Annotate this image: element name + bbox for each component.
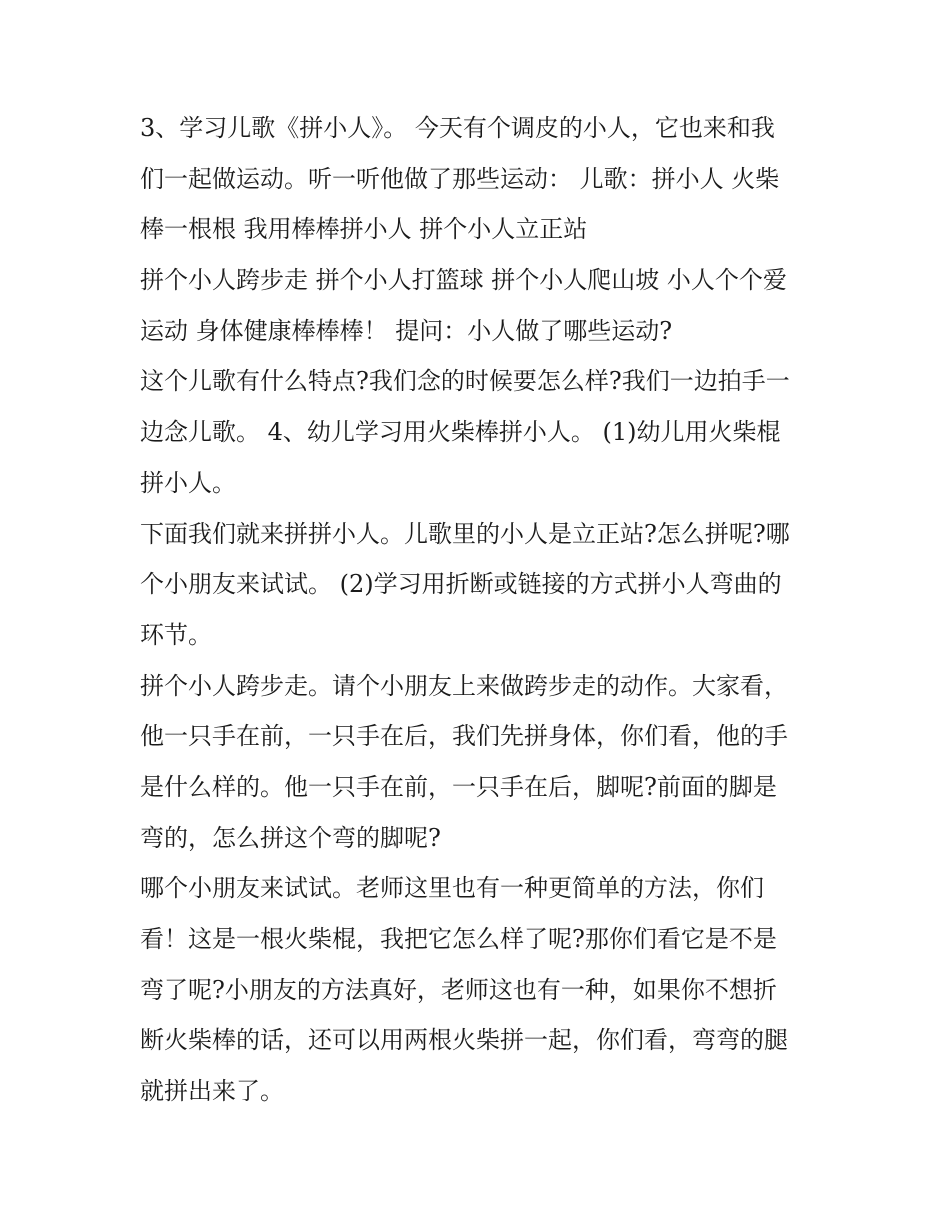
text-line: 边念儿歌。 4、幼儿学习用火柴棒拼小人。 (1)幼儿用火柴棍 — [140, 418, 781, 447]
text-line: 就拼出来了。 — [140, 1077, 284, 1106]
text-line: 断火柴棒的话，还可以用两根火柴拼一起，你们看，弯弯的腿 — [140, 1026, 788, 1055]
text-line: 棒一根根 我用棒棒拼小人 拼个小人立正站 — [140, 215, 588, 244]
text-line: 个小朋友来试试。 (2)学习用折断或链接的方式拼小人弯曲的 — [140, 570, 782, 599]
text-line: 拼个小人跨步走。请个小朋友上来做跨步走的动作。大家看， — [140, 671, 788, 700]
text-line: 拼小人。 — [140, 468, 236, 497]
text-line: 他一只手在前，一只手在后，我们先拼身体，你们看，他的手 — [140, 722, 788, 751]
text-line: 哪个小朋友来试试。老师这里也有一种更简单的方法，你们 — [140, 874, 764, 903]
text-line: 看！这是一根火柴棍，我把它怎么样了呢?那你们看它是不是 — [140, 925, 777, 953]
document-body — [140, 103, 820, 1117]
text-line: 弯了呢?小朋友的方法真好，老师这也有一种，如果你不想折 — [140, 975, 777, 1004]
text-line: 是什么样的。他一只手在前，一只手在后，脚呢?前面的脚是 — [140, 772, 777, 801]
text-line: 这个儿歌有什么特点?我们念的时候要怎么样?我们一边拍手一 — [140, 367, 790, 396]
text-line: 环节。 — [140, 620, 212, 649]
text-line: 拼个小人跨步走 拼个小人打篮球 拼个小人爬山坡 小人个个爱 — [140, 266, 787, 295]
text-line: 运动 身体健康棒棒棒！ 提问：小人做了哪些运动? — [140, 316, 673, 345]
text-line: 3、学习儿歌《拼小人》。 今天有个调皮的小人，它也来和我 — [140, 114, 775, 142]
text-line: 下面我们就来拼拼小人。儿歌里的小人是立正站?怎么拼呢?哪 — [140, 519, 790, 548]
text-line: 弯的，怎么拼这个弯的脚呢? — [140, 823, 441, 852]
text-line: 们一起做运动。听一听他做了那些运动： 儿歌：拼小人 火柴 — [140, 164, 780, 193]
